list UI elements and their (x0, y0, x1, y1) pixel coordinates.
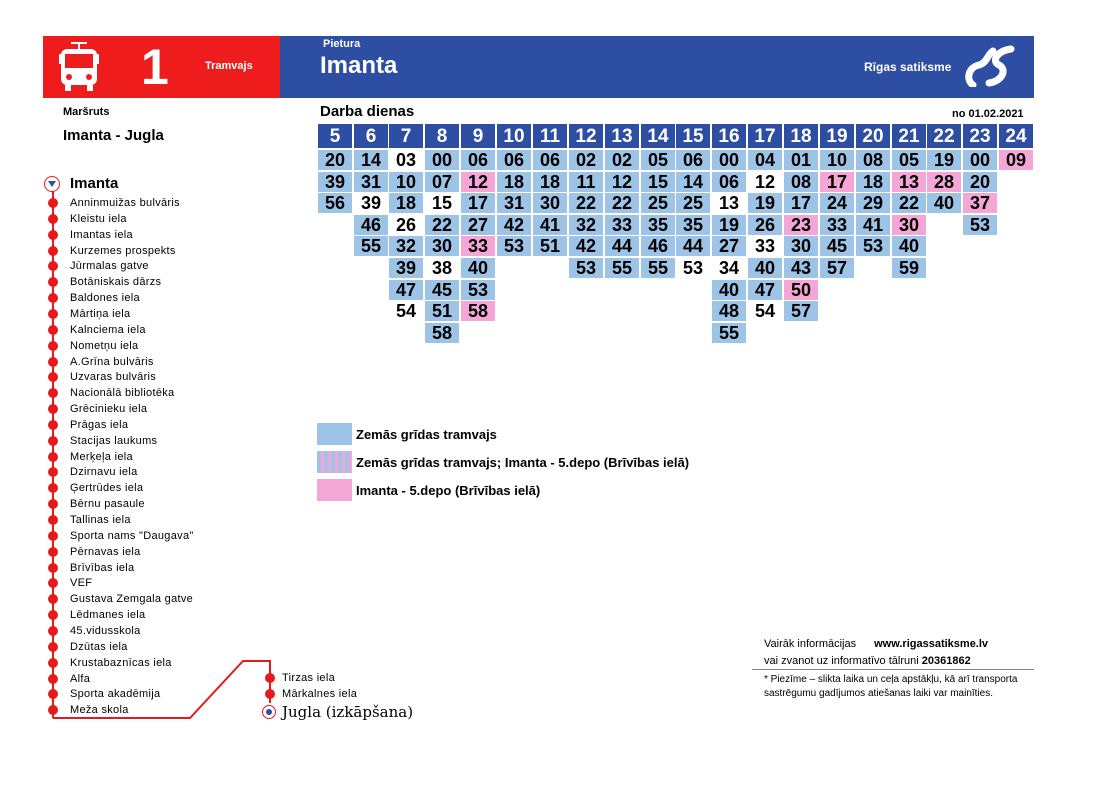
departure-minute: 55 (354, 236, 388, 256)
stop-dot (48, 198, 58, 208)
departure-minute: 56 (318, 193, 352, 213)
hour-header: 5 (318, 124, 352, 148)
stop-dot (265, 673, 275, 683)
route-number: 1 (141, 39, 169, 95)
departure-minute: 53 (569, 258, 603, 278)
current-stop-name: Imanta (70, 175, 119, 192)
stop-name: Kurzemes prospekts (70, 244, 176, 257)
down-arrow-icon (48, 181, 56, 187)
departure-minute: 26 (395, 214, 417, 235)
departure-minute: 18 (856, 172, 890, 192)
stop-dot (48, 341, 58, 351)
departure-minute: 58 (425, 323, 459, 343)
stop-name: Lēdmanes iela (70, 609, 146, 622)
stop-name: Grēcinieku iela (70, 403, 148, 416)
departure-minute: 42 (497, 215, 531, 235)
departure-minute: 45 (820, 236, 854, 256)
stop-dot (48, 658, 58, 668)
route-line (0, 0, 420, 788)
hour-header: 10 (497, 124, 531, 148)
departure-minute: 14 (354, 150, 388, 170)
stop-dot (48, 626, 58, 636)
legend-label-depo: Imanta - 5.depo (Brīvības ielā) (356, 483, 541, 498)
stop-name: Nometņu iela (70, 339, 139, 352)
stop-name: Meža skola (70, 704, 129, 717)
departure-minute: 31 (497, 193, 531, 213)
stop-dot (48, 357, 58, 367)
departure-minute: 09 (999, 150, 1033, 170)
departure-minute: 33 (754, 236, 776, 257)
hour-header: 13 (605, 124, 639, 148)
departure-minute: 08 (784, 172, 818, 192)
departure-minute: 20 (318, 150, 352, 170)
hour-header: 11 (533, 124, 567, 148)
departure-minute: 40 (461, 258, 495, 278)
departure-minute: 05 (641, 150, 675, 170)
departure-minute: 19 (927, 150, 961, 170)
departure-minute: 44 (605, 236, 639, 256)
stop-dot (48, 563, 58, 573)
departure-minute: 19 (748, 193, 782, 213)
hour-header: 21 (892, 124, 926, 148)
phone-line (764, 655, 971, 667)
stop-dot (48, 531, 58, 541)
departure-minute: 29 (856, 193, 890, 213)
departure-minute: 54 (754, 301, 776, 322)
departure-minute: 06 (533, 150, 567, 170)
departure-minute: 57 (820, 258, 854, 278)
stop-name: A.Grīna bulvāris (70, 355, 154, 368)
stop-name: Sporta akadēmija (70, 688, 161, 701)
departure-minute: 39 (389, 258, 423, 278)
stop-dot (48, 325, 58, 335)
stop-name: Sporta nams "Daugava" (70, 529, 194, 542)
departure-minute: 26 (748, 215, 782, 235)
departure-minute: 57 (784, 301, 818, 321)
stop-name: Krustabaznīcas iela (70, 656, 172, 669)
departure-minute: 20 (963, 172, 997, 192)
departure-minute: 02 (605, 150, 639, 170)
departure-minute: 23 (784, 215, 818, 235)
hour-header: 6 (354, 124, 388, 148)
departure-minute: 30 (533, 193, 567, 213)
departure-minute: 04 (748, 150, 782, 170)
departure-minute: 22 (569, 193, 603, 213)
hour-header: 7 (389, 124, 423, 148)
departure-minute: 13 (892, 172, 926, 192)
departure-minute: 00 (963, 150, 997, 170)
stop-name: Dzirnavu iela (70, 466, 138, 479)
stop-dot (48, 230, 58, 240)
departure-minute: 40 (927, 193, 961, 213)
departure-minute: 22 (425, 215, 459, 235)
departure-minute: 42 (569, 236, 603, 256)
departure-minute: 50 (784, 280, 818, 300)
departure-minute: 47 (748, 280, 782, 300)
stop-caption: Pietura (323, 38, 361, 50)
terminal-stop-name: Jugla (izkāpšana) (282, 703, 414, 721)
departure-minute: 02 (569, 150, 603, 170)
stop-name: Gustava Zemgala gatve (70, 593, 194, 606)
phone-number: 20361862 (921, 655, 971, 667)
departure-minute: 00 (712, 150, 746, 170)
hour-header: 18 (784, 124, 818, 148)
departure-minute: 47 (389, 280, 423, 300)
departure-minute: 53 (682, 258, 704, 278)
stop-name: Ģertrūdes iela (70, 482, 144, 495)
departure-minute: 10 (389, 172, 423, 192)
departure-minute: 53 (461, 280, 495, 300)
departure-minute: 31 (354, 172, 388, 192)
departure-minute: 44 (676, 236, 710, 256)
stop-name: Nacionālā bibliotēka (70, 387, 175, 400)
stop-name: Pērnavas iela (70, 545, 141, 558)
departure-minute: 06 (676, 150, 710, 170)
departure-minute: 14 (676, 172, 710, 192)
departure-minute: 25 (641, 193, 675, 213)
departure-minute: 51 (425, 301, 459, 321)
departure-minute: 48 (712, 301, 746, 321)
hour-header: 15 (676, 124, 710, 148)
departure-minute: 40 (748, 258, 782, 278)
stop-name: Merķeļa iela (70, 450, 133, 463)
departure-minute: 53 (963, 215, 997, 235)
stop-name: Imantas iela (70, 228, 133, 241)
departure-minute: 41 (856, 215, 890, 235)
departure-minute: 06 (461, 150, 495, 170)
departure-minute: 11 (569, 172, 603, 192)
stop-name: Kleistu iela (70, 212, 127, 225)
stop-name: Tirzas iela (282, 672, 336, 684)
stop-name: Tallinas iela (70, 514, 131, 526)
departure-minute: 58 (461, 301, 495, 321)
stop-dot (48, 436, 58, 446)
stop-name: Uzvaras bulvāris (70, 371, 157, 384)
departure-minute: 27 (461, 215, 495, 235)
departure-minute: 13 (718, 193, 740, 214)
stop-name: Prāgas iela (70, 418, 129, 431)
departure-minute: 17 (820, 172, 854, 192)
more-info-line (764, 638, 988, 650)
departure-minute: 33 (605, 215, 639, 235)
hour-header: 24 (999, 124, 1033, 148)
departure-minute: 22 (892, 193, 926, 213)
day-type: Darba dienas (320, 103, 415, 120)
departure-minute: 06 (712, 172, 746, 192)
departure-minute: 08 (856, 150, 890, 170)
stop-dot (265, 689, 275, 699)
departure-minute: 15 (431, 193, 453, 214)
departure-minute: 35 (641, 215, 675, 235)
hour-header: 16 (712, 124, 746, 148)
departure-minute: 39 (360, 193, 382, 214)
hour-header: 23 (963, 124, 997, 148)
departure-minute: 01 (784, 150, 818, 170)
departure-minute: 54 (395, 301, 417, 322)
departure-minute: 43 (784, 258, 818, 278)
departure-minute: 18 (497, 172, 531, 192)
departure-minute: 25 (676, 193, 710, 213)
departure-minute: 39 (318, 172, 352, 192)
hour-header: 17 (748, 124, 782, 148)
departure-minute: 05 (892, 150, 926, 170)
departure-minute: 32 (569, 215, 603, 235)
stop-name: Dzūtas iela (70, 640, 128, 653)
departure-minute: 27 (712, 236, 746, 256)
divider (752, 669, 1034, 670)
departure-minute: 18 (533, 172, 567, 192)
hour-header: 19 (820, 124, 854, 148)
footnote: * Piezīme – slikta laika un ceļa apstākļu, kā arī transporta sastrēgumu gadījumos atiešanas laiki var mainīties. (764, 674, 1018, 699)
legend-label-low-floor-depo: Zemās grīdas tramvajs; Imanta - 5.depo (Brīvības ielā) (356, 455, 690, 470)
departure-minute: 12 (605, 172, 639, 192)
departure-minute: 07 (425, 172, 459, 192)
stop-name: Stacijas laukums (70, 434, 158, 447)
departure-minute: 30 (425, 236, 459, 256)
stop-dot (48, 515, 58, 525)
stop-name: Jūrmalas gatve (70, 260, 149, 273)
stop-name: Brīvības iela (70, 561, 135, 574)
departure-minute: 30 (892, 215, 926, 235)
departure-minute: 22 (605, 193, 639, 213)
departure-minute: 12 (754, 171, 776, 192)
departure-minute: 37 (963, 193, 997, 213)
stop-name: Baldones iela (70, 292, 140, 305)
departure-minute: 53 (497, 236, 531, 256)
hour-header: 8 (425, 124, 459, 148)
stop-name: Mārtiņa iela (70, 307, 131, 320)
operator-name: Rīgas satiksme (864, 60, 952, 74)
departure-minute: 18 (389, 193, 423, 213)
departure-minute: 46 (354, 215, 388, 235)
route-name: Imanta - Jugla (63, 127, 164, 144)
departure-minute: 32 (389, 236, 423, 256)
departure-minute: 17 (784, 193, 818, 213)
departure-minute: 03 (395, 150, 417, 170)
legend-label-low-floor: Zemās grīdas tramvajs (356, 427, 497, 442)
departure-minute: 40 (712, 280, 746, 300)
departure-minute: 35 (676, 215, 710, 235)
stop-name: Imanta (320, 52, 398, 79)
departure-minute: 06 (497, 150, 531, 170)
stop-name: 45.vidusskola (70, 624, 141, 637)
departure-minute: 55 (605, 258, 639, 278)
stop-dot (48, 642, 58, 652)
departure-minute: 17 (461, 193, 495, 213)
stop-name: Bērnu pasaule (70, 498, 145, 511)
hour-header: 20 (856, 124, 890, 148)
hour-header: 12 (569, 124, 603, 148)
departure-minute: 40 (892, 236, 926, 256)
departure-minute: 41 (533, 215, 567, 235)
route-caption: Maršruts (63, 106, 110, 118)
stop-dot (48, 420, 58, 430)
hour-header: 14 (641, 124, 675, 148)
stop-dot (48, 246, 58, 256)
stop-name: Alfa (70, 672, 91, 685)
terminal-stop-icon (262, 705, 276, 719)
stop-dot (48, 547, 58, 557)
stop-name: Kalnciema iela (70, 323, 146, 336)
stop-dot (48, 404, 58, 414)
stop-name: VEF (70, 577, 93, 590)
stop-name: Botāniskais dārzs (70, 276, 162, 289)
departure-minute: 59 (892, 258, 926, 278)
departure-minute: 19 (712, 215, 746, 235)
departure-minute: 53 (856, 236, 890, 256)
departure-minute: 34 (718, 258, 740, 278)
departure-minute: 10 (820, 150, 854, 170)
departure-minute: 33 (461, 236, 495, 256)
departure-minute: 28 (927, 172, 961, 192)
stop-name: Anninmuižas bulvāris (70, 197, 180, 209)
stop-dot (48, 674, 58, 684)
departure-minute: 55 (712, 323, 746, 343)
departure-minute: 30 (784, 236, 818, 256)
departure-minute: 33 (820, 215, 854, 235)
departure-minute: 45 (425, 280, 459, 300)
valid-from-date: no 01.02.2021 (952, 108, 1024, 120)
website-link[interactable]: www.rigassatiksme.lv (874, 638, 989, 650)
departure-minute: 00 (425, 150, 459, 170)
departure-minute: 55 (641, 258, 675, 278)
more-info-text: Vairāk informācijas (764, 638, 857, 650)
departure-minute: 15 (641, 172, 675, 192)
departure-minute: 51 (533, 236, 567, 256)
current-stop-marker-icon (44, 176, 60, 192)
call-text: vai zvanot uz informatīvo tālruni (764, 655, 919, 667)
vehicle-type: Tramvajs (205, 60, 253, 72)
rigas-satiksme-logo-icon (963, 45, 1015, 87)
stop-dot (48, 452, 58, 462)
departure-minute: 24 (820, 193, 854, 213)
departure-minute: 38 (431, 258, 453, 278)
hour-header: 22 (927, 124, 961, 148)
departure-minute: 46 (641, 236, 675, 256)
stop-name: Mārkalnes iela (282, 688, 358, 700)
stop-dot (48, 214, 58, 224)
stop-dot (48, 309, 58, 319)
hour-header: 9 (461, 124, 495, 148)
departure-minute: 12 (461, 172, 495, 192)
